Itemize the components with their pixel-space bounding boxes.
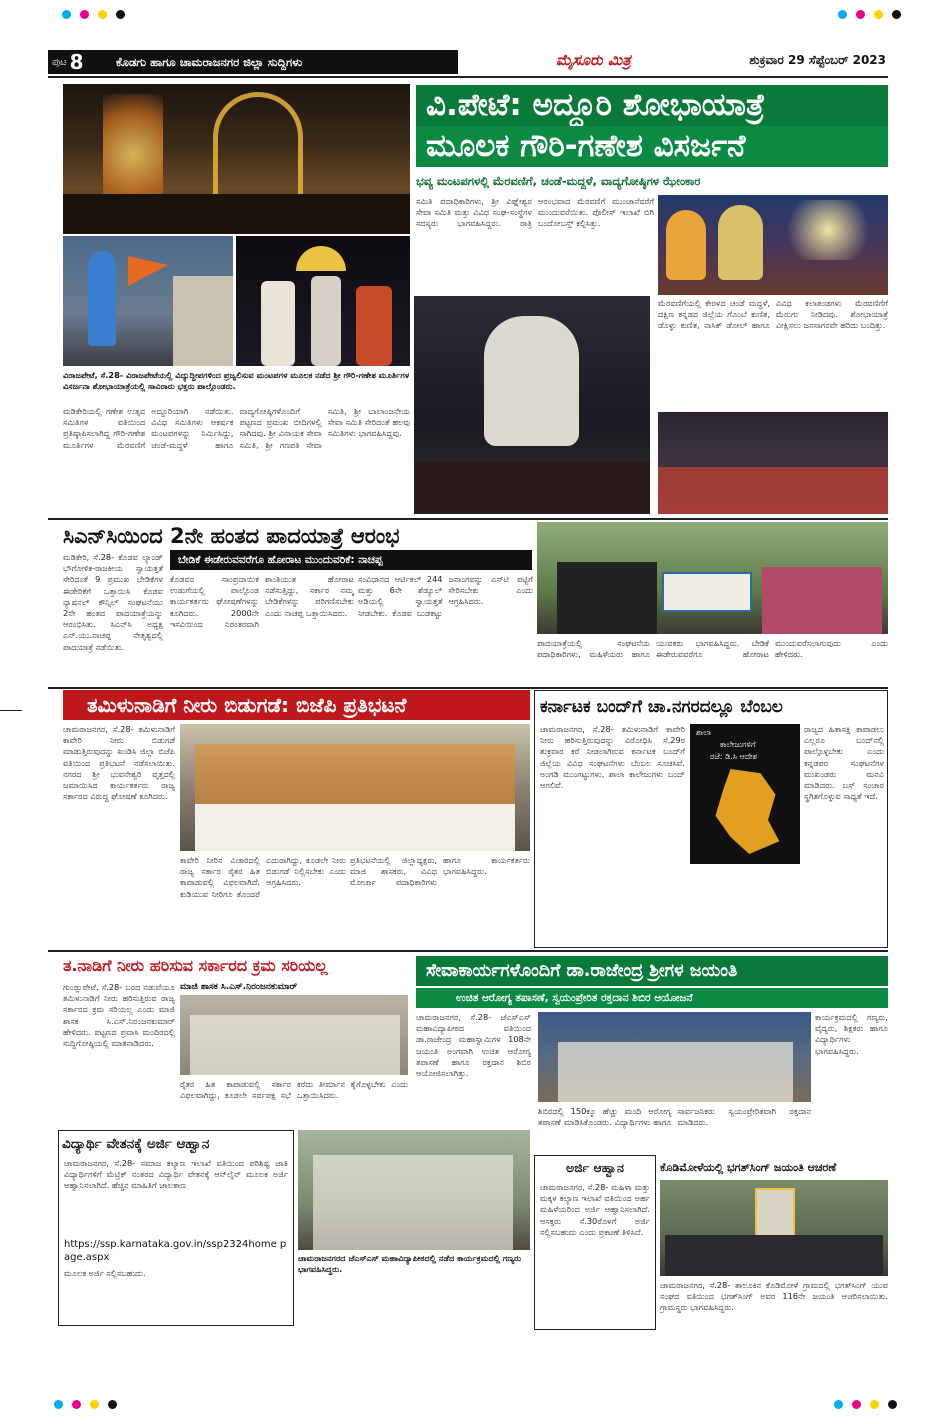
story4-headline: ಕರ್ನಾಟಕ ಬಂದ್‌ಗೆ ಚಾ.ನಗರದಲ್ಲೂ ಬೆಂಬಲ: [540, 697, 783, 717]
photo-press-meet: [180, 995, 408, 1075]
yellow-dot: [870, 1400, 879, 1409]
story2-body-c: ಸಂವಿಧಾನದ ಆರ್ಟಿಕಲ್ 244 ಮತ್ತು 6ನೇ ಶೆಡ್ಯೂಲ್ ಅಡಿಯಲ್ಲಿ ಸ್ವಾಯತ್ತತೆ ನೀಡಬೇಕು. ಕೊಡವ ಬುಡಕಟ್ಟು ಜನಾಂಗವನ್ನು ಎಸ್‌ಟಿ ಪಟ್ಟಿಗೆ ಸೇರಿಸಬೇಕು ಎಂದು ಆಗ್ರಹಿಸಿದರು.: [358, 574, 533, 618]
story1-body-b: ಸಮಿತಿ ಪದಾಧಿಕಾರಿಗಳು, ಶ್ರೀ ವಿಘ್ನೇಶ್ವರ ಸೇವಾ ಸಮಿತಿ ಮತ್ತು ವಿವಿಧ ಸಂಘ-ಸಂಸ್ಥೆಗಳ ಸದಸ್ಯರು ಭಾಗವಹಿಸಿದ್ದರು. ರಾತ್ರಿ ಆರಂಭವಾದ ಮೆರವಣಿಗೆ ಮುಂಜಾನೆವರೆಗೆ ಮುಂದುವರೆಯಿತು. ಪೊಲೀಸ್ ಇಲಾಖೆ ಬಿಗಿ ಬಂದೋಬಸ್ತ್ ಕಲ್ಪಿಸಿತ್ತು.: [416, 196, 654, 229]
cyan-dot: [834, 1400, 843, 1409]
crowd: [414, 461, 650, 514]
story1-body-a: ಮಡಿಕೇರಿಯಲ್ಲಿ ಗಣೇಶ ಉತ್ಸವ ಸಮಿತಿಗಳ ವತಿಯಿಂದ ಪ್ರತಿಷ್ಠಾಪಿಸಲಾಗಿದ್ದ ಗೌರಿ-ಗಣೇಶ ಮೂರ್ತಿಗಳ ಮೆರವಣಿಗೆ ಅದ್ದೂರಿಯಾಗಿ ನಡೆಯಿತು. ವಿವಿಧ ಸಮಿತಿಗಳು ಆಕರ್ಷಕ ಮಂಟಪಗಳನ್ನು ನಿರ್ಮಿಸಿದ್ದು, ಚಂಡೆ-ಮದ್ದಳೆ ಹಾಗೂ ವಾದ್ಯಗೋಷ್ಠಿಗಳೊಂದಿಗೆ ಪಟ್ಟಣದ ಪ್ರಮುಖ ಬೀದಿಗಳಲ್ಲಿ ಸಾಗಿದವು. ಶ್ರೀ ವಿನಾಯಕ ಸೇವಾ ಸಮಿತಿ, ಶ್ರೀ ಗಣಪತಿ ಸೇವಾ ಸಮಿತಿ, ಶ್ರೀ ಬಾಲಾಂಜನೇಯ ಸೇವಾ ಸಮಿತಿ ಸೇರಿದಂತೆ ಹಲವು ಸಮಿತಿಗಳು ಭಾಗವಹಿಸಿದ್ದವು.: [63, 406, 410, 450]
photo-bhagat-singh: [660, 1180, 888, 1276]
karnataka-map-icon: [708, 769, 783, 854]
building: [173, 276, 233, 366]
performer-3: [356, 286, 392, 366]
inset-label-2: ಕಾಲೇಜುಗಳಿಗೆ: [720, 740, 756, 749]
story2-body-d: ಪಾದಯಾತ್ರೆಯಲ್ಲಿ ಸಂಘಟನೆಯ ಪದಾಧಿಕಾರಿಗಳು, ಮಹಿಳೆಯರು ಹಾಗೂ ಯುವಕರು ಭಾಗವಹಿಸಿದ್ದರು. ಬೇಡಿಕೆ ಈಡೇರುವವರೆಗೂ ಹೋರಾಟ ಮುಂದುವರೆಸಲಾಗುವುದು ಎಂದು ಹೇಳಿದರು.: [537, 638, 888, 660]
story6-byline: ಮಾಜಿ ಶಾಸಕ ಸಿ.ಎಸ್.ನಿರಂಜನಕುಮಾರ್: [180, 982, 298, 992]
marchers: [557, 562, 657, 634]
story5-headline: ಸೇವಾಕಾರ್ಯಗಳೊಂದಿಗೆ ಡಾ.ರಾಜೇಂದ್ರ ಶ್ರೀಗಳ ಜಯಂತಿ: [416, 956, 888, 986]
story2-kicker: ಬೇಡಿಕೆ ಈಡೇರುವವರೆಗೂ ಹೋರಾಟ ಮುಂದುವರಿಕೆ: ನಾಚಪ್ಪ: [170, 550, 532, 570]
story6-body-a: ಗುಂಡ್ಲುಪೇಟೆ, ಸೆ.28- ಬರದ ನಡುವೆಯೂ ತಮಿಳುನಾಡಿಗೆ ನೀರು ಹರಿಸುತ್ತಿರುವ ರಾಜ್ಯ ಸರ್ಕಾರದ ಕ್ರಮ ಸರಿಯಲ್ಲ ಎಂದು ಮಾಜಿ ಶಾಸಕ ಸಿ.ಎಸ್.ನಿರಂಜನಕುಮಾರ್ ಹೇಳಿದರು. ಪಟ್ಟಣದ ಪ್ರವಾಸಿ ಮಂದಿರದಲ್ಲಿ ಸುದ್ದಿಗೋಷ್ಠಿಯಲ್ಲಿ ಮಾತನಾಡಿದರು.: [63, 982, 175, 1049]
header-rule: [48, 76, 888, 78]
idol-figure: [88, 251, 116, 346]
story6-headline: ತ.ನಾಡಿಗೆ ನೀರು ಹರಿಸುವ ಸರ್ಕಾರದ ಕ್ರಮ ಸರಿಯಲ್ಲ: [63, 956, 328, 975]
story3-body-c: ಪ್ರತಿಭಟನೆಯಲ್ಲಿ ಜಿಲ್ಲಾಧ್ಯಕ್ಷರು, ಮಾಜಿ ಶಾಸಕರು, ವಿವಿಧ ಮೋರ್ಚಾ ಪದಾಧಿಕಾರಿಗಳು ಹಾಗೂ ಕಾರ್ಯಕರ್ತರು ಭಾಗವಹಿಸಿದ್ದರು.: [350, 855, 530, 888]
yellow-dot: [90, 1400, 99, 1409]
photo-padayatra: [537, 522, 888, 634]
seated-group: [195, 804, 515, 851]
issue-date: ಶುಕ್ರವಾರ 29 ಸೆಪ್ಟೆಂಬರ್ 2023: [749, 53, 886, 67]
story1-subhead: ಭವ್ಯ ಮಂಟಪಗಳಲ್ಲಿ ಮೆರವಣಿಗೆ, ಚಂಡೆ-ಮದ್ದಳೆ, ವಾದ್ಯಗೋಷ್ಠಿಗಳ ಝೇಂಕಾರ: [416, 173, 701, 188]
photo-jss-stage: [538, 1012, 811, 1102]
registration-dots-top: [62, 10, 125, 19]
section-title: ಕೊಡಗು ಹಾಗೂ ಚಾಮರಾಜನಗರ ಜಿಲ್ಲಾ ಸುದ್ದಿಗಳು: [108, 50, 458, 74]
divider-3: [48, 950, 888, 952]
black-dot: [892, 10, 901, 19]
black-dot: [888, 1400, 897, 1409]
lights: [778, 200, 878, 260]
story2-headline: ಸಿಎನ್‌ಸಿಯಿಂದ 2ನೇ ಹಂತದ ಪಾದಯಾತ್ರೆ ಆರಂಭ: [63, 524, 400, 548]
yellow-dot: [98, 10, 107, 19]
story2-body-b: ಕೊಡವರ ಸಾಂಪ್ರದಾಯಿಕ ಉಡುಗೆಯಲ್ಲಿ ಪಾಲ್ಗೊಂಡ ಕಾರ್ಯಕರ್ತರು ಘೋಷಣೆಗಳನ್ನು ಕೂಗಿದರು. 2000ನೇ ಇಸವಿಯಿಂದ ನಿರಂತರವಾಗಿ ಶಾಂತಿಯುತ ಹೋರಾಟ ನಡೆಸುತ್ತಿದ್ದು, ಸರ್ಕಾರ ನಮ್ಮ ಬೇಡಿಕೆಗಳನ್ನು ಪರಿಗಣಿಸಬೇಕು ಎಂದು ನಾಚಪ್ಪ ಒತ್ತಾಯಿಸಿದರು.: [170, 574, 354, 629]
magenta-dot: [856, 10, 865, 19]
crop-mark-left: [0, 710, 22, 711]
page-number: 8: [69, 50, 84, 74]
photo-shiva-idol: [63, 236, 233, 366]
stage-guests: [558, 1042, 793, 1102]
story3-headline: ತಮಿಳುನಾಡಿಗೆ ನೀರು ಬಿಡುಗಡೆ: ಬಿಜೆಪಿ ಪ್ರತಿಭಟನೆ: [63, 690, 530, 720]
umbrella: [296, 246, 346, 271]
mask-1: [666, 210, 706, 280]
black-dot: [108, 1400, 117, 1409]
registration-dots-top-right: [838, 10, 901, 19]
inset-label-1: ಶಾಲಾ: [696, 728, 712, 737]
story5-body-b: ಶಿಬಿರದಲ್ಲಿ 150ಕ್ಕೂ ಹೆಚ್ಚು ಮಂದಿ ಆರೋಗ್ಯ ತಪಾಸಣೆ ಮಾಡಿಸಿಕೊಂಡರು. ವಿದ್ಯಾರ್ಥಿಗಳು ಹಾಗೂ ಸಾರ್ವಜನಿಕರು ಸ್ವಯಂಪ್ರೇರಿತವಾಗಿ ರಕ್ತದಾನ ಮಾಡಿದರು.: [538, 1106, 811, 1128]
story2-body-a: ಮಡಿಕೇರಿ, ಸೆ.28- ಕೊಡವ ಲ್ಯಾಂಡ್ ಭೌಗೋಳಿಕ-ರಾಜಕೀಯ ಸ್ವಾಯತ್ತತೆ ಸೇರಿದಂತೆ 9 ಪ್ರಮುಖ ಬೇಡಿಕೆಗಳ ಈಡೇರಿಕೆಗೆ ಒತ್ತಾಯಿಸಿ ಕೊಡವ ನ್ಯಾಷನಲ್ ಕೌನ್ಸಿಲ್ ಸಂಘಟನೆಯು 2ನೇ ಹಂತದ ಪಾದಯಾತ್ರೆಯನ್ನು ಆರಂಭಿಸಿತು. ಸಿಎನ್‌ಸಿ ಅಧ್ಯಕ್ಷ ಎನ್.ಯು.ನಾಚಪ್ಪ ನೇತೃತ್ವದಲ್ಲಿ ಪಾದಯಾತ್ರೆ ನಡೆಯಿತು.: [63, 552, 163, 652]
story1-headline-line2: ಮೂಲಕ ಗೌರಿ-ಗಣೇಶ ವಿಸರ್ಜನೆ: [416, 126, 888, 167]
divider-1: [48, 518, 888, 520]
registration-dots-bottom-left: [54, 1400, 117, 1409]
women-group: [762, 567, 882, 634]
performer-1: [261, 281, 295, 366]
masthead: ಮೈಸೂರು ಮಿತ್ರ: [556, 51, 631, 69]
banner: [662, 572, 752, 612]
story8-body: ಚಾಮರಾಜನಗರ, ಸೆ.28- ಮಹಿಳಾ ಮತ್ತು ಮಕ್ಕಳ ಕಲ್ಯಾಣ ಇಲಾಖೆ ವತಿಯಿಂದ ಅರ್ಹ ಮಹಿಳೆಯರಿಂದ ಅರ್ಜಿ ಆಹ್ವಾನಿಸಲಾಗಿದೆ. ಆಸಕ್ತರು ಸೆ.30ರೊಳಗೆ ಅರ್ಜಿ ಸಲ್ಲಿಸಬಹುದು ಎಂದು ಪ್ರಕಟಣೆ ತಿಳಿಸಿದೆ.: [540, 1182, 650, 1237]
speakers: [190, 1015, 400, 1075]
registration-dots-bottom-right: [834, 1400, 897, 1409]
portrait: [755, 1188, 795, 1240]
story7-body-end: ಮೂಲಕ ಅರ್ಜಿ ಸಲ್ಲಿಸಬಹುದು.: [64, 1268, 146, 1278]
story1-body-c: ಮೆರವಣಿಗೆಯಲ್ಲಿ ಕೇರಳದ ಚಂಡೆ ಮದ್ದಳೆ, ದಕ್ಷಿಣ ಕನ್ನಡದ ಜಿಲ್ಲೆಯ ಗೊಂಬೆ ಕುಣಿತ, ಡೊಳ್ಳು ಕುಣಿತ, ನಾಸಿಕ್ ಡೋಲ್ ಹಾಗೂ ವಿವಿಧ ಕಲಾತಂಡಗಳು ಮೆರವಣಿಗೆಗೆ ಮೆರುಗು ನೀಡಿದವು. ಶೋಭಾಯಾತ್ರೆ ವೀಕ್ಷಿಸಲು ಜನಸಾಗರವೇ ಹರಿದು ಬಂದಿತ್ತು.: [658, 298, 888, 331]
photo-elephant-float: [414, 296, 650, 514]
story1-headline-line1: ವಿ.ಪೇಟೆ: ಅದ್ದೂರಿ ಶೋಭಾಯಾತ್ರೆ: [416, 85, 888, 126]
page-header: [48, 50, 886, 74]
page-number-box: [48, 50, 108, 74]
story7-headline: ವಿದ್ಯಾರ್ಥಿ ವೇತನಕ್ಕೆ ಅರ್ಜಿ ಆಹ್ವಾನ: [62, 1136, 210, 1152]
photo-crowd-street: [658, 412, 888, 514]
page-label: ಪುಟ: [52, 56, 67, 68]
story1-headline: [416, 85, 888, 167]
story9-body: ಚಾಮರಾಜನಗರ, ಸೆ.28- ತಾಲೂಕಿನ ಕೊಡಿಮೋಳೆ ಗ್ರಾಮದಲ್ಲಿ ಭಗತ್‌ಸಿಂಗ್ ಯುವ ಸಂಘದ ವತಿಯಿಂದ ಭಗತ್‌ಸಿಂಗ್ ಅವರ 116ನೇ ಜಯಂತಿ ಆಚರಿಸಲಾಯಿತು. ಗ್ರಾಮಸ್ಥರು ಭಾಗವಹಿಸಿದ್ದರು.: [660, 1280, 888, 1313]
story4-body-b: ರಾಜ್ಯದ ಹಿತಾಸಕ್ತಿ ಕಾಪಾಡಲು ಎಲ್ಲರೂ ಬಂದ್‌ನಲ್ಲಿ ಪಾಲ್ಗೊಳ್ಳಬೇಕು ಎಂದು ಕನ್ನಡಪರ ಸಂಘಟನೆಗಳ ಮುಖಂಡರು ಮನವಿ ಮಾಡಿದರು. ಬಸ್ ಸಂಚಾರ ಸ್ಥಗಿತಗೊಳ್ಳುವ ಸಾಧ್ಯತೆ ಇದೆ.: [804, 724, 884, 802]
villagers: [665, 1235, 883, 1276]
story6-body-b: ರೈತರ ಹಿತ ಕಾಪಾಡುವಲ್ಲಿ ಸರ್ಕಾರ ವಿಫಲವಾಗಿದ್ದು, ಕೂಡಲೇ ಸರ್ವಪಕ್ಷ ಸಭೆ ಕರೆದು ತೀರ್ಮಾನ ಕೈಗೊಳ್ಳಬೇಕು ಎಂದು ಒತ್ತಾಯಿಸಿದರು.: [180, 1079, 408, 1101]
cyan-dot: [54, 1400, 63, 1409]
elephant: [484, 316, 579, 446]
magenta-dot: [72, 1400, 81, 1409]
story5-body-a: ಚಾಮರಾಜನಗರ, ಸೆ.28- ಜೆಎಸ್‌ಎಸ್ ಮಹಾವಿದ್ಯಾಪೀಠದ ವತಿಯಿಂದ ಡಾ.ರಾಜೇಂದ್ರ ಮಹಾಸ್ವಾಮಿಗಳ 108ನೇ ಜಯಂತಿ ಅಂಗವಾಗಿ ಉಚಿತ ಆರೋಗ್ಯ ತಪಾಸಣೆ ಹಾಗೂ ರಕ್ತದಾನ ಶಿಬಿರ ಆಯೋಜಿಸಲಾಗಿತ್ತು.: [416, 1012, 531, 1079]
divider-2: [48, 687, 888, 689]
protesters: [195, 744, 515, 804]
story7-body: ಚಾಮರಾಜನಗರ, ಸೆ.28- ಸಮಾಜ ಕಲ್ಯಾಣ ಇಲಾಖೆ ವತಿಯಿಂದ ಪರಿಶಿಷ್ಟ ಜಾತಿ ವಿದ್ಯಾರ್ಥಿಗಳಿಗೆ ಮೆಟ್ರಿಕ್ ನಂತರದ ವಿದ್ಯಾರ್ಥಿ ವೇತನಕ್ಕೆ ಆನ್‌ಲೈನ್ ಮೂಲಕ ಅರ್ಜಿ ಆಹ್ವಾನಿಸಲಾಗಿದೆ. ಹೆಚ್ಚಿನ ಮಾಹಿತಿಗೆ ಜಾಲತಾಣ: [64, 1158, 288, 1191]
story4-body-a: ಚಾಮರಾಜನಗರ, ಸೆ.28- ತಮಿಳುನಾಡಿಗೆ ಕಾವೇರಿ ನೀರು ಹರಿಸುತ್ತಿರುವುದನ್ನು ವಿರೋಧಿಸಿ ಸೆ.29ರ ಶುಕ್ರವಾರ ಕರೆ ನೀಡಲಾಗಿರುವ ಕರ್ನಾಟಕ ಬಂದ್‌ಗೆ ಜಿಲ್ಲೆಯ ವಿವಿಧ ಸಂಘಟನೆಗಳು ಬೆಂಬಲ ಸೂಚಿಸಿವೆ. ಅಂಗಡಿ ಮುಂಗಟ್ಟುಗಳು, ಶಾಲಾ ಕಾಲೇಜುಗಳು ಬಂದ್ ಆಗಲಿವೆ.: [540, 724, 685, 791]
story4-inset: [690, 724, 800, 864]
story5-subhead: ಉಚಿತ ಆರೋಗ್ಯ ತಪಾಸಣೆ, ಸ್ವಯಂಪ್ರೇರಿತ ರಕ್ತದಾನ ಶಿಬಿರ ಆಯೋಜನೆ: [416, 988, 888, 1008]
cyan-dot: [838, 10, 847, 19]
mask-2: [718, 205, 763, 280]
flag: [128, 256, 168, 286]
magenta-dot: [852, 1400, 861, 1409]
performer-2: [311, 276, 341, 366]
story9-headline: ಕೊಡಿಮೋಳೆಯಲ್ಲಿ ಭಗತ್‌ಸಿಂಗ್ ಜಯಂತಿ ಆಚರಣೆ: [660, 1161, 837, 1174]
photo-night-procession: [63, 84, 410, 234]
dignitaries: [313, 1155, 513, 1250]
jss-caption: ಚಾಮರಾಜನಗರದ ಜೆಎಸ್‌ಎಸ್ ಮಹಾವಿದ್ಯಾಪೀಠದಲ್ಲಿ ನಡೆದ ಕಾರ್ಯಕ್ರಮದಲ್ಲಿ ಗಣ್ಯರು ಭಾಗವಹಿಸಿದ್ದರು.: [298, 1253, 522, 1274]
story3-body-a: ಚಾಮರಾಜನಗರ, ಸೆ.28- ತಮಿಳುನಾಡಿಗೆ ಕಾವೇರಿ ನೀರು ಬಿಡುಗಡೆ ಮಾಡುತ್ತಿರುವುದನ್ನು ಖಂಡಿಸಿ ಜಿಲ್ಲಾ ಬಿಜೆಪಿ ವತಿಯಿಂದ ಪ್ರತಿಭಟನೆ ನಡೆಸಲಾಯಿತು. ನಗರದ ಶ್ರೀ ಭುವನೇಶ್ವರಿ ವೃತ್ತದಲ್ಲಿ ಜಮಾಯಿಸಿದ ಕಾರ್ಯಕರ್ತರು ರಾಜ್ಯ ಸರ್ಕಾರದ ವಿರುದ್ಧ ಘೋಷಣೆ ಕೂಗಿದರು.: [63, 724, 175, 802]
story7-url[interactable]: https://ssp.karnataka.gov.in/ssp2324home page.aspx: [64, 1239, 287, 1263]
black-dot: [116, 10, 125, 19]
inset-label-3: ರಜೆ: ಡಿ.ಸಿ ಆದೇಶ: [710, 752, 757, 761]
photo-bjp-protest: [180, 724, 530, 851]
story8-headline: ಅರ್ಜಿ ಆಹ್ವಾನ: [566, 1160, 624, 1175]
story3-body-b: ಕಾವೇರಿ ನೀರಿನ ವಿಚಾರದಲ್ಲಿ ರಾಜ್ಯ ಸರ್ಕಾರ ರೈತರ ಹಿತ ಕಾಪಾಡುವಲ್ಲಿ ವಿಫಲವಾಗಿದೆ. ಕುಡಿಯುವ ನೀರಿಗೂ ತೊಂದರೆ ಎದುರಾಗಿದ್ದು, ಕೂಡಲೇ ನೀರು ಬಿಡುಗಡೆ ನಿಲ್ಲಿಸಬೇಕು ಎಂದು ಆಗ್ರಹಿಸಿದರು.: [180, 855, 346, 899]
photo-performers: [236, 236, 410, 366]
cyan-dot: [62, 10, 71, 19]
crowd: [658, 467, 888, 514]
story5-body-c: ಕಾರ್ಯಕ್ರಮದಲ್ಲಿ ಗಣ್ಯರು, ವೈದ್ಯರು, ಶಿಕ್ಷಕರು ಹಾಗೂ ವಿದ್ಯಾರ್ಥಿಗಳು ಭಾಗವಹಿಸಿದ್ದರು.: [815, 1012, 888, 1056]
photo-dancers: [658, 195, 888, 295]
yellow-dot: [874, 10, 883, 19]
magenta-dot: [80, 10, 89, 19]
crowd: [63, 194, 410, 234]
story1-caption: ವಿರಾಜಪೇಟೆ, ಸೆ.28- ವಿರಾಜಪೇಟೆಯಲ್ಲಿ ವಿದ್ಯುದ್ದೀಪಗಳಿಂದ ಪ್ರಜ್ವಲಿಸುವ ಮಂಟಪಗಳ ಮೂಲಕ ನಡೆದ ಶ್ರೀ ಗೌರಿ-ಗಣೇಶ ಮೂರ್ತಿಗಳ ವಿಸರ್ಜನಾ ಶೋಭಾಯಾತ್ರೆಯಲ್ಲಿ ಸಾವಿರಾರು ಭಕ್ತರು ಪಾಲ್ಗೊಂಡರು.: [63, 370, 410, 391]
